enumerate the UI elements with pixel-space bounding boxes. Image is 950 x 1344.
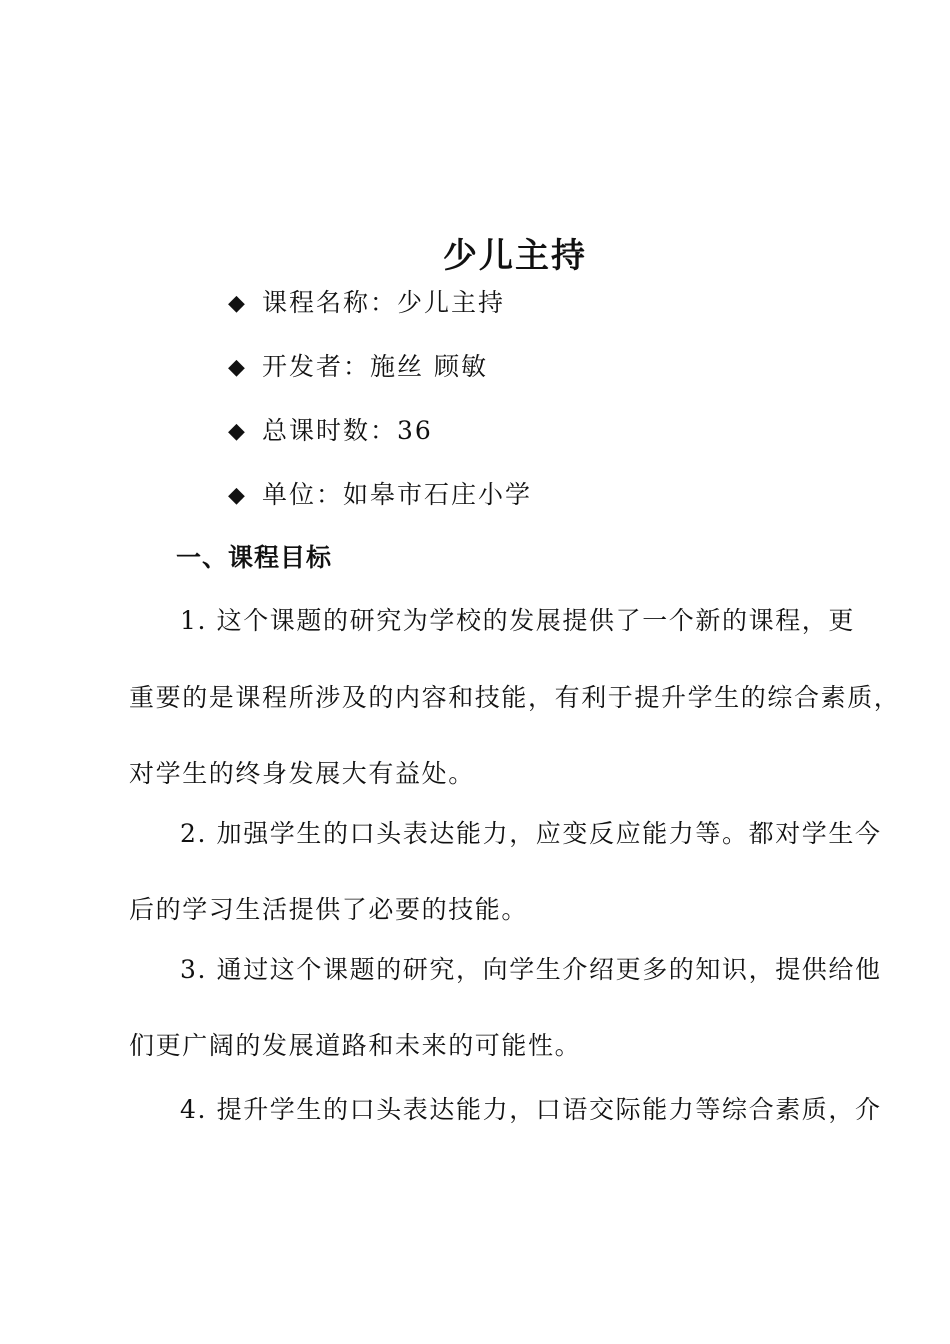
- meta-text: 课程名称：少儿主持: [262, 288, 506, 317]
- paragraph-line: 1. 这个课题的研究为学校的发展提供了一个新的课程，更: [180, 606, 856, 635]
- meta-unit: [228, 477, 532, 514]
- paragraph-line: 重要的是课程所涉及的内容和技能，有利于提升学生的综合素质，: [129, 683, 901, 712]
- diamond-bullet-icon: ◆: [228, 483, 247, 508]
- meta-text: 开发者：施丝 顾敏: [262, 352, 488, 381]
- paragraph-line: 后的学习生活提供了必要的技能。: [129, 895, 529, 924]
- meta-total-hours: [228, 413, 433, 450]
- paragraph-line: 4. 提升学生的口头表达能力，口语交际能力等综合素质，介: [180, 1095, 882, 1124]
- paragraph-line: 2. 加强学生的口头表达能力，应变反应能力等。都对学生今: [180, 819, 882, 848]
- paragraph-line: 们更广阔的发展道路和未来的可能性。: [129, 1031, 582, 1060]
- diamond-bullet-icon: ◆: [228, 291, 247, 316]
- diamond-bullet-icon: ◆: [228, 355, 247, 380]
- meta-developer: [228, 349, 488, 386]
- meta-text: 总课时数：36: [262, 416, 433, 445]
- diamond-bullet-icon: ◆: [228, 419, 247, 444]
- document-title: 少儿主持: [443, 236, 587, 276]
- meta-text: 单位：如皋市石庄小学: [262, 480, 533, 509]
- meta-course-name: [228, 285, 505, 322]
- paragraph-line: 3. 通过这个课题的研究，向学生介绍更多的知识，提供给他: [180, 955, 882, 984]
- paragraph-line: 对学生的终身发展大有益处。: [129, 759, 475, 788]
- section-heading: 一、课程目标: [176, 543, 333, 572]
